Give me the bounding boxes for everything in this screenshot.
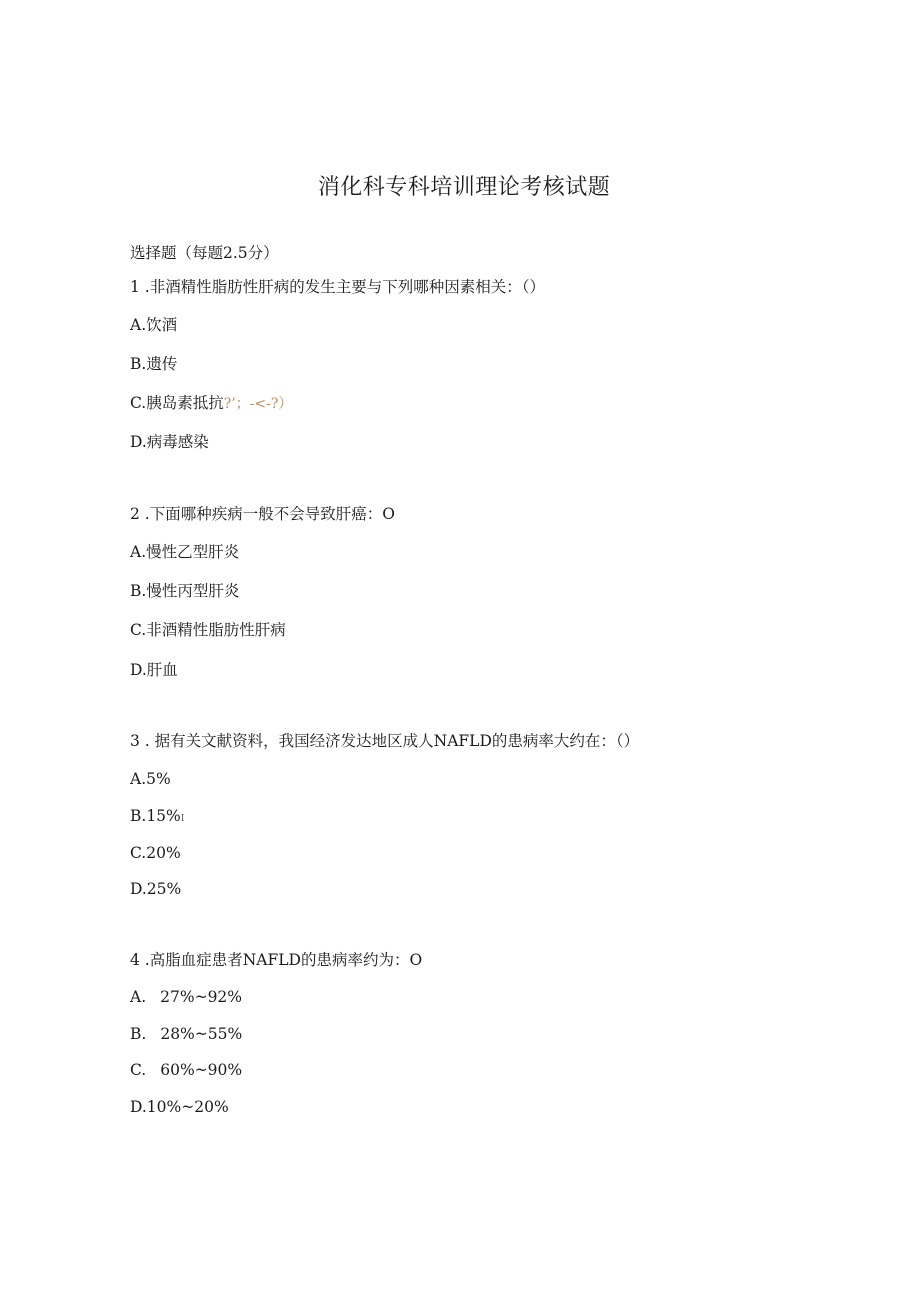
question-2-option-b: B.慢性丙型肝炎 [130,582,240,600]
question-2-option-c: C.非酒精性脂肪性肝病 [130,621,286,639]
question-3-option-b [130,806,184,829]
question-1-option-c-text: C.胰岛素抵抗 [130,394,224,412]
document-title: 消化科专科培训理论考核试题 [317,175,611,200]
question-2-stem: 2 .下面哪种疾病一般不会导致肝癌：O [130,505,395,523]
question-1-option-d: D.病毒感染 [130,433,209,451]
question-4-option-d [130,1097,229,1117]
question-2-option-a: A.慢性乙型肝炎 [130,543,240,561]
question-4-option-a [130,987,242,1007]
question-3-option-b-text: B.15% [130,807,181,825]
question-4-option-b-letter: B. [130,1025,147,1043]
question-4-option-a-text: 27%~92% [160,988,243,1006]
question-3-option-b-artifact: I [180,814,185,824]
question-4-option-d-text: D.10%~20% [130,1098,229,1116]
question-3-option-d: D.25% [130,880,182,898]
question-1-option-c [130,393,292,414]
question-3-option-c: C.20% [130,844,181,862]
section-header: 选择题（每题2.5分） [130,244,279,262]
question-1-option-a: A.饮酒 [130,316,178,334]
question-4-option-c-letter: C. [130,1061,147,1079]
question-2-option-d: D.肝血 [130,661,178,679]
question-3-option-a: A.5% [130,770,171,788]
question-1-option-c-artifact: ?’；-<-?） [223,396,293,412]
question-4-stem: 4 .高脂血症患者NAFLD的患病率约为：O [130,951,423,969]
question-1-stem: 1 .非酒精性脂肪性肝病的发生主要与下列哪种因素相关：（） [130,278,545,296]
question-4-option-c-text: 60%~90% [160,1061,243,1079]
question-4-option-b [130,1024,242,1044]
question-1-option-b: B.遗传 [130,355,178,373]
question-4-option-b-text: 28%~55% [160,1025,243,1043]
question-4-option-c [130,1060,242,1080]
question-4-option-a-letter: A. [130,988,147,1006]
question-3-stem: 3 . 据有关文献资料，我国经济发达地区成人NAFLD的患病率大约在：（） [130,732,640,750]
